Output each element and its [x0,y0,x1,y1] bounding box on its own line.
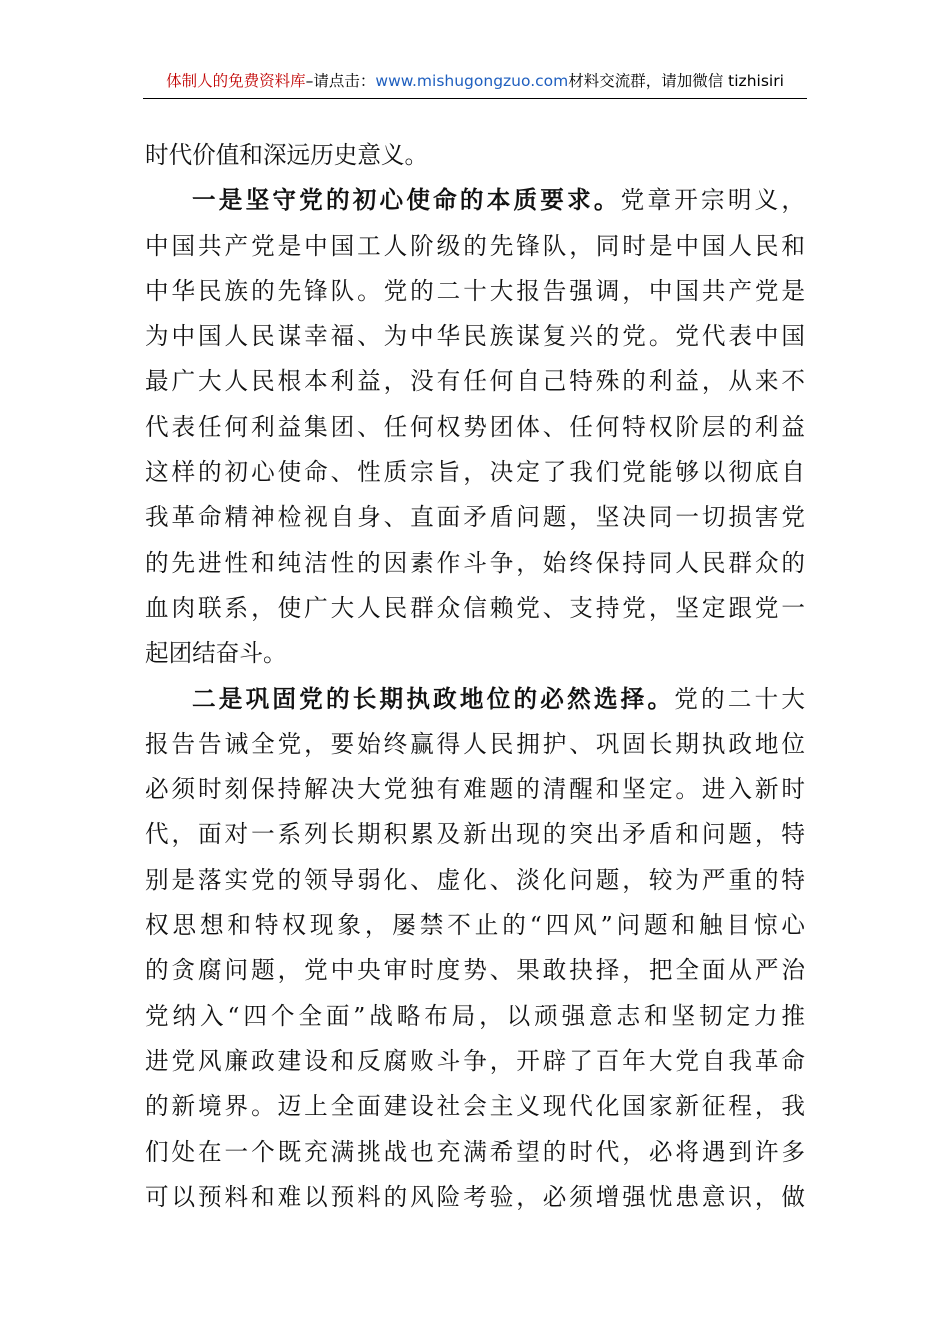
body-line: 党纳入“四个全面”战略布局，以顽强意志和坚韧定力推 [145,1001,805,1030]
body-text-span: 党的二十大 [674,684,805,713]
body-text-span: 党章开宗明义， [620,186,805,215]
body-line: 最广大人民根本利益，没有任何自己特殊的利益，从来不 [145,367,805,396]
body-line: 别是落实党的领导弱化、虚化、淡化问题，较为严重的特 [145,865,805,894]
body-line: 可以预料和难以预料的风险考验，必须增强忧患意识，做 [145,1182,805,1211]
header-site-name: 体制人的免费资料库 [166,72,306,90]
paragraph-2-heading: 二是巩固党的长期执政地位的必然选择。 [192,684,675,713]
body-line: 中国共产党是中国工人阶级的先锋队，同时是中国人民和 [145,231,805,260]
paragraph-2-first-line [145,677,805,722]
body-line: 起团结奋斗。 [145,639,287,668]
document-body [145,133,805,1220]
header-website-link[interactable]: www.mishugongzuo.com [375,72,569,90]
paragraph-1-heading: 一是坚守党的初心使命的本质要求。 [192,186,621,215]
body-line: 们处在一个既充满挑战也充满希望的时代，必将遇到许多 [145,1137,805,1166]
body-line: 这样的初心使命、性质宗旨，决定了我们党能够以彻底自 [145,458,805,487]
body-line: 我革命精神检视自身、直面矛盾问题，坚决同一切损害党 [145,503,805,532]
body-line: 为中国人民谋幸福、为中华民族谋复兴的党。党代表中国 [145,322,805,351]
body-line: 中华民族的先锋队。党的二十大报告强调，中国共产党是 [145,276,805,305]
body-line: 的新境界。迈上全面建设社会主义现代化国家新征程，我 [145,1092,805,1121]
page-header [143,68,807,99]
body-line: 时代价值和深远历史意义。 [145,141,429,169]
body-line: 进党风廉政建设和反腐败斗争，开辟了百年大党自我革命 [145,1046,805,1075]
body-line: 血肉联系，使广大人民群众信赖党、支持党，坚定跟党一 [145,593,805,622]
header-wechat-note: 材料交流群，请加微信 tizhisiri [568,72,784,90]
body-line: 代表任何利益集团、任何权势团体、任何特权阶层的利益 [145,412,805,441]
body-line: 报告告诫全党，要始终赢得人民拥护、巩固长期执政地位 [145,729,805,758]
header-prompt: –请点击： [305,72,376,90]
paragraph-1-first-line [145,178,805,223]
body-line: 必须时刻保持解决大党独有难题的清醒和坚定。进入新时 [145,775,805,804]
body-line: 代，面对一系列长期积累及新出现的突出矛盾和问题，特 [145,820,805,849]
body-line: 的先进性和纯洁性的因素作斗争，始终保持同人民群众的 [145,548,805,577]
body-line: 的贪腐问题，党中央审时度势、果敢抉择，把全面从严治 [145,956,805,985]
body-line: 权思想和特权现象，屡禁不止的“四风”问题和触目惊心 [145,911,805,940]
